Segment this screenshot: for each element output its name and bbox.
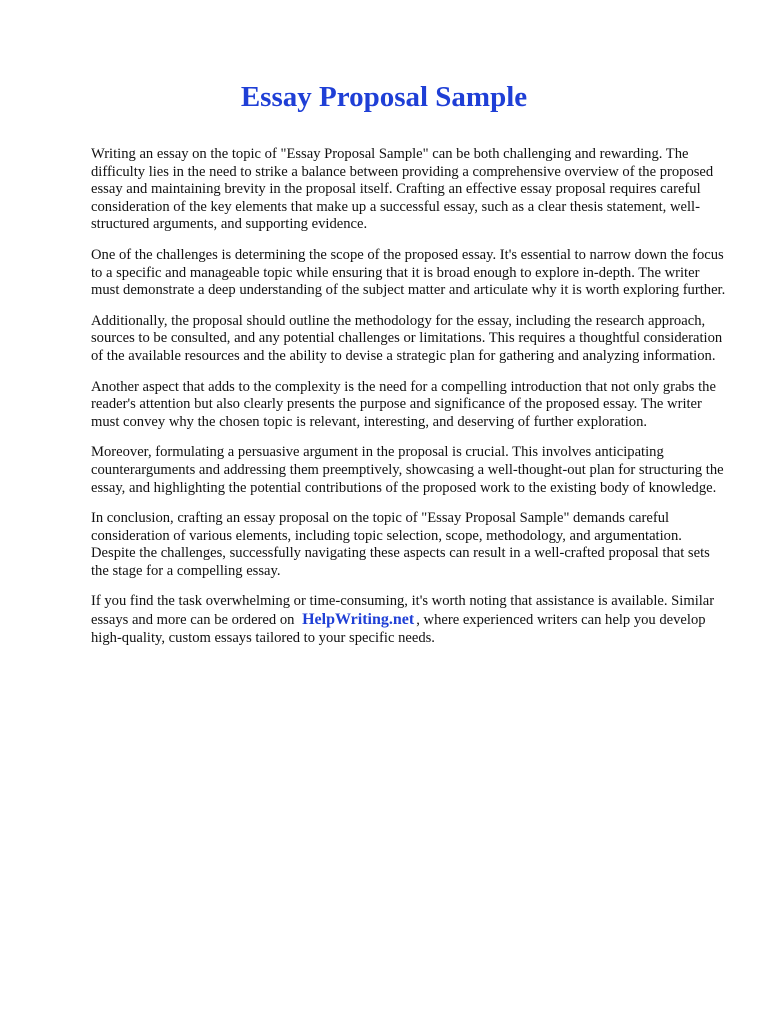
paragraph-argument: Moreover, formulating a persuasive argument in the proposal is crucial. This involves anticipating counterarguments and addressing them preemptively, showcasing a well-thought-out plan for structuring the essay, and highlighting the potential contributions of the proposed work to the existing body of knowledge.: [91, 444, 724, 496]
helpwriting-link[interactable]: HelpWriting.net: [302, 611, 415, 629]
document-body: [91, 146, 727, 660]
assistance-text-after: , where experienced writers can help you develop high-quality, custom essays tailored to your specific needs.: [91, 612, 706, 646]
paragraph-scope: One of the challenges is determining the scope of the proposed essay. It's essential to narrow down the focus to a specific and manageable topic while ensuring that it is broad enough to explore in-depth. The writer must demonstrate a deep understanding of the subject matter and articulate why it is worth exploring further.: [91, 246, 726, 299]
paragraph-conclusion: In conclusion, crafting an essay proposal on the topic of "Essay Proposal Sample" demands careful consideration of various elements, including topic selection, scope, methodology, and argumentation. Despite the challenges, successfully navigating these aspects can result in a well-crafted proposal that sets the stage for a compelling essay.: [91, 510, 710, 579]
paragraph-methodology: Additionally, the proposal should outline the methodology for the essay, including the research approach, sources to be consulted, and any potential challenges or limitations. This requires a thoughtful consideration of the available resources and the ability to devise a strategic plan for gathering and analyzing information.: [91, 312, 723, 364]
paragraph-assistance: [91, 593, 727, 647]
paragraph-introduction: Another aspect that adds to the complexity is the need for a compelling introduction that not only grabs the reader's attention but also clearly presents the purpose and significance of the proposed essay. The writer must convey why the chosen topic is relevant, interesting, and deserving of further exploration.: [91, 378, 716, 430]
assistance-text-before: If you find the task overwhelming or time-consuming, it's worth noting that assistance is available. Similar essays and more can be ordered on: [91, 593, 715, 629]
paragraph-intro: Writing an essay on the topic of "Essay Proposal Sample" can be both challenging and rewarding. The difficulty lies in the need to strike a balance between providing a comprehensive overview of the proposed essay and maintaining brevity in the proposal itself. Crafting an effective essay proposal requires careful consideration of the key elements that make up a successful essay, such as a clear thesis statement, well-structured arguments, and supporting evidence.: [91, 146, 714, 233]
page-title: Essay Proposal Sample: [240, 81, 528, 113]
